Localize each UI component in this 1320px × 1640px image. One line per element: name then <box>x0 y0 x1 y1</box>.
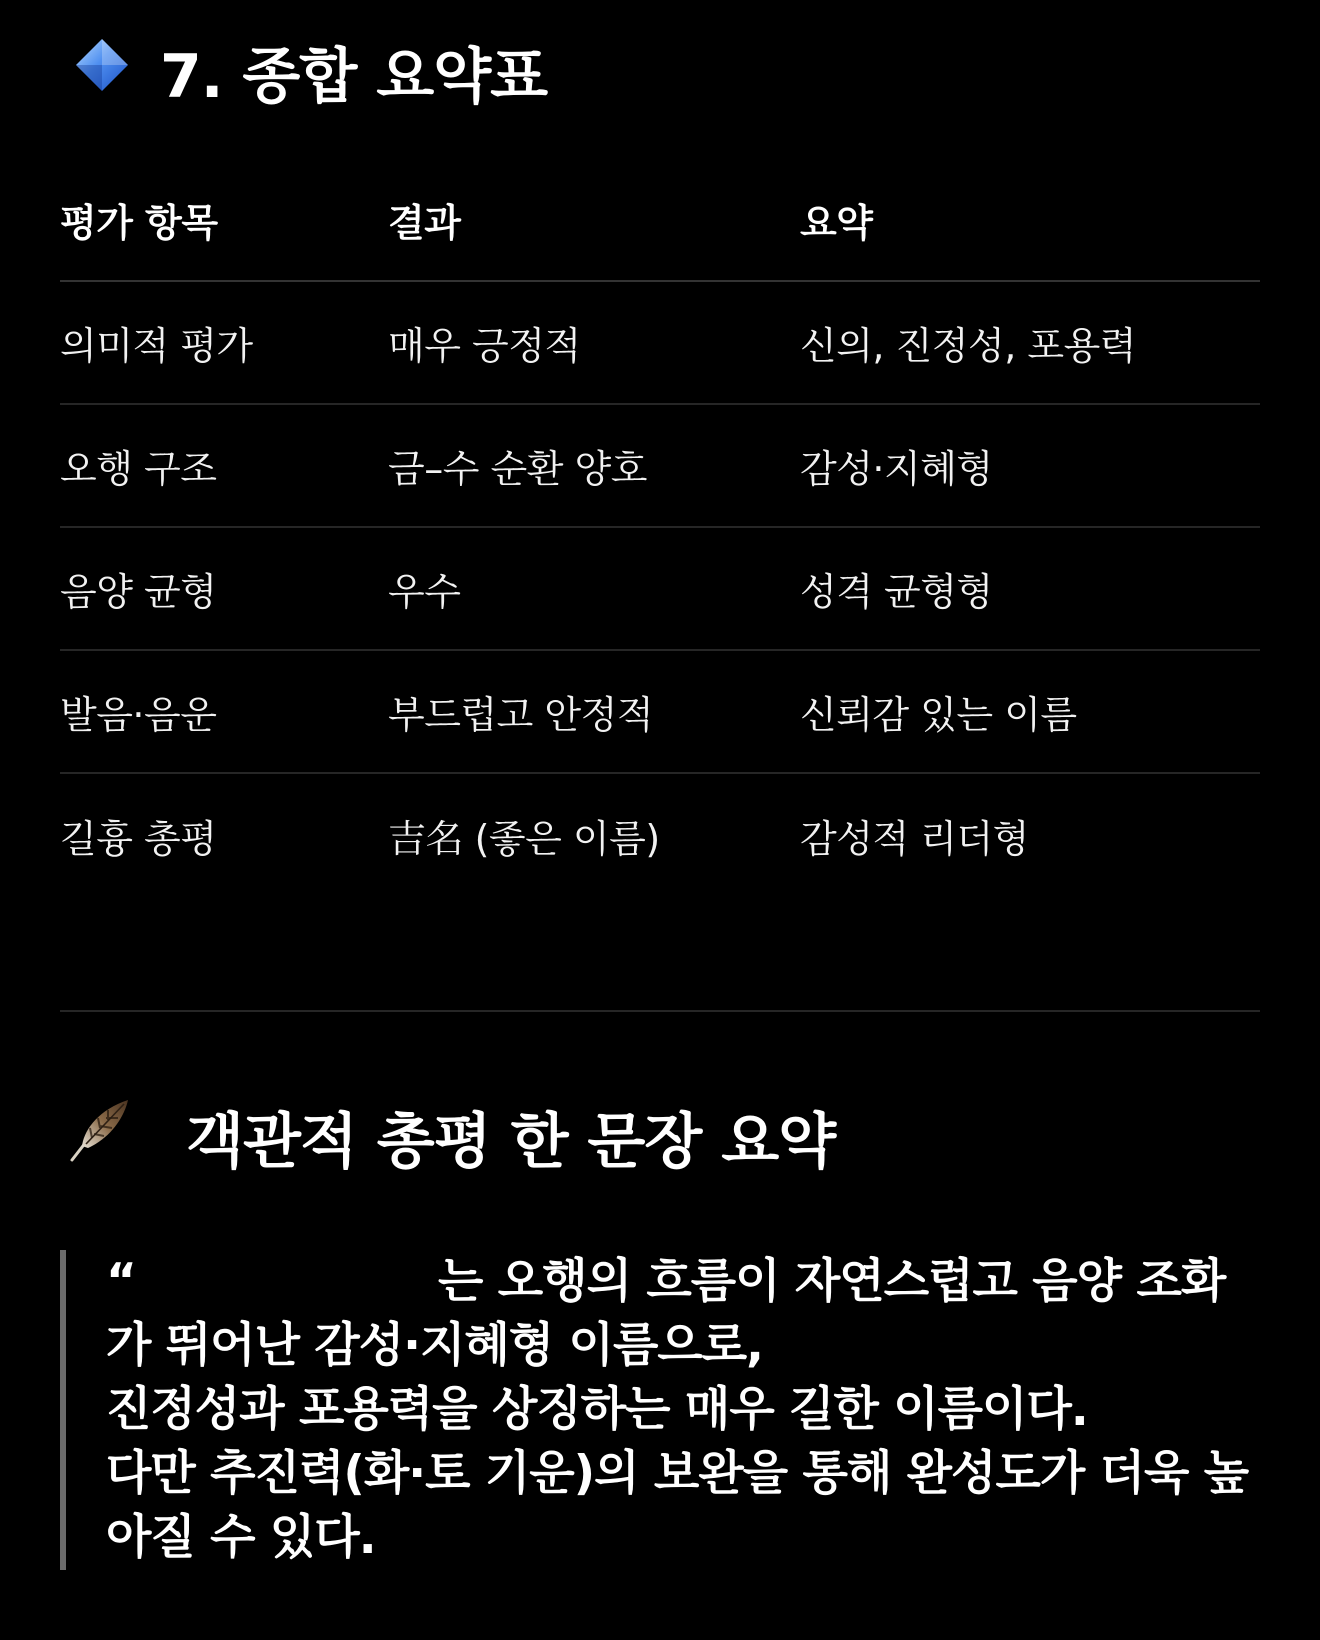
summary-quote <box>60 1250 1260 1570</box>
table-cell: 발음·음운 <box>60 693 217 737</box>
summary-table-heading <box>70 32 547 112</box>
one-line-summary-heading <box>64 1097 835 1177</box>
section-divider <box>60 1010 1260 1012</box>
table-cell: 음양 균형 <box>60 570 217 614</box>
table-cell: 감성·지혜형 <box>800 447 993 491</box>
table-cell: 부드럽고 안정적 <box>388 693 654 737</box>
table-cell: 성격 균형형 <box>800 570 993 614</box>
summary-table-title: 7. 종합 요약표 <box>160 42 548 112</box>
quote-open-mark: “ <box>106 1254 136 1309</box>
quote-line-3: 진정성과 포용력을 상징하는 매우 길한 이름이다. <box>106 1382 1088 1437</box>
table-cell: 신의, 진정성, 포용력 <box>800 324 1136 368</box>
table-cell: 금–수 순환 양호 <box>388 447 647 491</box>
quote-text <box>106 1250 1256 1570</box>
table-cell: 매우 긍정적 <box>388 324 581 368</box>
column-header-item: 평가 항목 <box>60 200 218 245</box>
table-cell: 길흉 총평 <box>60 817 217 861</box>
quote-line-1-text: 는 오행의 흐름이 자연스럽고 음양 조화 <box>438 1254 1226 1309</box>
table-row <box>60 528 1260 651</box>
table-row <box>60 651 1260 774</box>
quote-line-5: 아질 수 있다. <box>106 1510 376 1565</box>
table-cell: 의미적 평가 <box>60 324 253 368</box>
summary-table <box>60 158 1260 897</box>
table-cell: 우수 <box>388 570 461 614</box>
column-header-summary: 요약 <box>800 200 873 245</box>
table-row <box>60 774 1260 897</box>
quote-line-2: 가 뛰어난 감성·지혜형 이름으로, <box>106 1318 764 1373</box>
table-cell: 감성적 리더형 <box>800 817 1029 861</box>
one-line-summary-title: 객관적 총평 한 문장 요약 <box>186 1107 836 1177</box>
quote-line-4: 다만 추진력(화·토 기운)의 보완을 통해 완성도가 더욱 높 <box>106 1446 1249 1501</box>
table-cell: 吉名 (좋은 이름) <box>388 817 660 861</box>
feather-icon <box>64 1094 160 1181</box>
table-cell: 신뢰감 있는 이름 <box>800 693 1077 737</box>
blue-diamond-icon <box>70 33 134 112</box>
table-row <box>60 282 1260 405</box>
table-cell: 오행 구조 <box>60 447 217 491</box>
table-row <box>60 405 1260 528</box>
quote-line-1 <box>106 1250 1256 1314</box>
redacted-name <box>138 1265 438 1305</box>
table-header-row <box>60 158 1260 282</box>
column-header-result: 결과 <box>388 200 461 245</box>
